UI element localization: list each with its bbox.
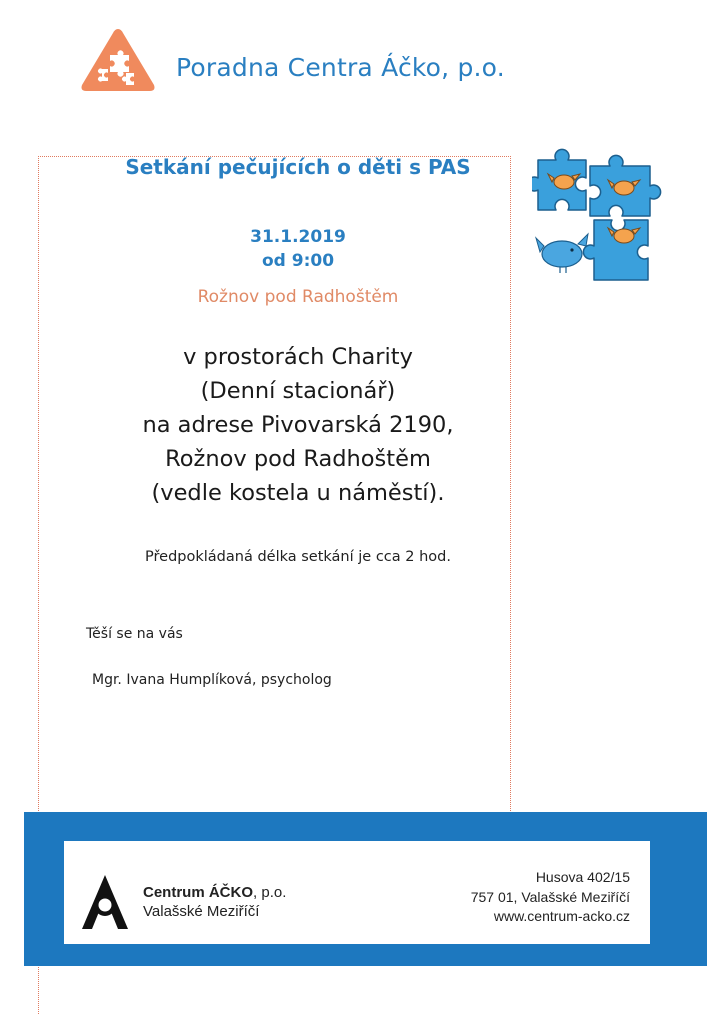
footer-website: www.centrum-acko.cz	[493, 908, 630, 924]
event-address	[38, 340, 558, 510]
puzzle-birds-icon	[532, 144, 668, 284]
footer-org-name	[143, 884, 286, 901]
address-line: Rožnov pod Radhoštěm	[165, 446, 431, 472]
event-time: od 9:00	[261, 251, 335, 271]
footer-org-name-bold: Centrum ÁČKO	[143, 884, 254, 901]
address-line: na adrese Pivovarská 2190,	[142, 412, 454, 438]
address-line: (Denní stacionář)	[200, 378, 396, 404]
event-datetime	[38, 225, 558, 273]
address-line: v prostorách Charity	[183, 344, 413, 370]
event-title: Setkání pečujících o děti s PAS	[125, 155, 471, 179]
footer-postal: 757 01, Valašské Meziříčí	[470, 888, 630, 905]
signature: Mgr. Ivana Humplíková, psycholog	[92, 672, 332, 688]
footer-org-city: Valašské Meziříčí	[143, 903, 260, 920]
event-duration: Předpokládaná délka setkání je cca 2 hod.	[145, 549, 451, 565]
address-line: (vedle kostela u náměstí).	[151, 480, 445, 506]
acko-a-logo-icon	[80, 873, 130, 931]
greeting: Těší se na vás	[86, 626, 183, 642]
footer-org-name-suffix: , p.o.	[253, 884, 287, 901]
event-date: 31.1.2019	[250, 227, 346, 247]
event-town: Rožnov pod Radhoštěm	[197, 287, 399, 307]
puzzle-triangle-logo-icon	[80, 27, 156, 93]
header-title: Poradna Centra Áčko, p.o.	[176, 53, 505, 82]
footer-street: Husova 402/15	[535, 869, 630, 885]
footer-address	[471, 868, 630, 927]
